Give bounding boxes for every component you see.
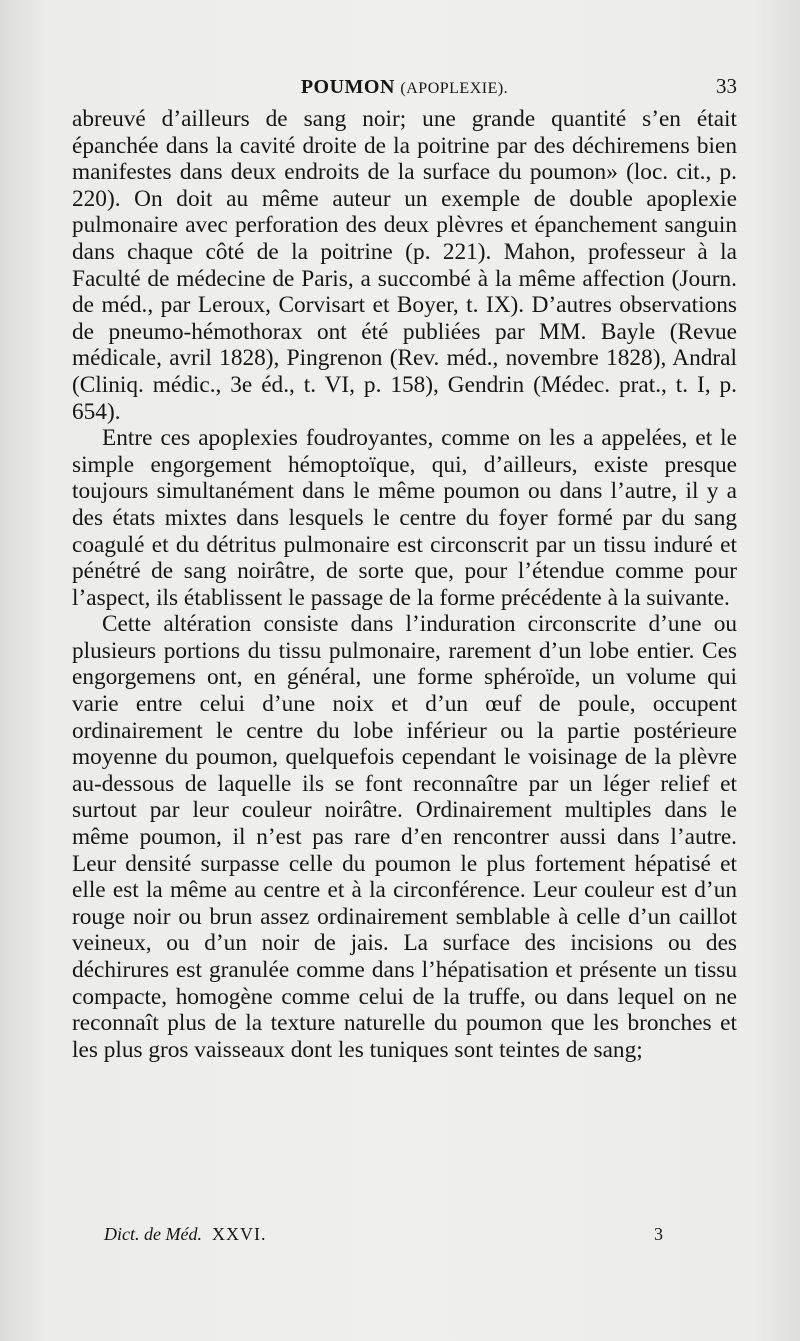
page-footer [72, 1224, 737, 1248]
signature-volume: XXVI. [211, 1224, 267, 1244]
printer-signature [104, 1224, 266, 1245]
running-title [72, 76, 737, 99]
signature-number: 3 [654, 1224, 663, 1244]
page-number: 33 [716, 74, 737, 98]
paragraph-continued: abreuvé d’ailleurs de sang noir; une grande quantité s’en était épanchée dans la cavité droite de la poitrine par des déchiremens bien manifestes dans deux endroits de la surface du poumon» (loc. cit., p. 220). On doit au même auteur un exemple de double apoplexie pulmonaire avec perforation des deux plèvres et épanchement sanguin dans chaque côté de la poitrine (p. 221). Mahon, professeur à la Faculté de médecine de Paris, a succombé à la même affection (Journ. de méd., par Leroux, Corvisart et Boyer, t. IX). D’autres observations de pneumo-hémothorax ont été publiées par MM. Bayle (Revue médicale, avril 1828), Pingrenon (Rev. méd., novembre 1828), Andral (Cliniq. médic., 3e éd., t. VI, p. 158), Gendrin (Médec. prat., t. I, p. 654). [72, 106, 737, 425]
body-text [72, 106, 737, 1063]
paragraph-alteration: Cette altération consiste dans l’induration circonscrite d’une ou plusieurs portions du tissu pulmonaire, rarement d’un lobe entier. Ces engorgemens ont, en général, une forme sphéroïde, un volume qui varie entre celui d’une noix et d’un œuf de poule, occupent ordinairement le centre du lobe inférieur ou la partie postérieure moyenne du poumon, quelquefois cependant le voisinage de la plèvre au-dessous de laquelle ils se font reconnaître par un léger relief et surtout par leur couleur noirâtre. Ordinairement multiples dans le même poumon, il n’est pas rare d’en rencontrer aussi dans l’autre. Leur densité surpasse celle du poumon le plus fortement hépatisé et elle est la même au centre et à la circonférence. Leur couleur est d’un rouge noir ou brun assez ordinairement semblable à celle d’un caillot veineux, ou d’un noir de jais. La surface des incisions ou des déchirures est granulée comme dans l’hépatisation et présente un tissu compacte, homogène comme celui de la truffe, ou dans lequel on ne reconnaît plus de la texture naturelle du poumon que les bronches et les plus gros vaisseaux dont les tuniques sont teintes de sang; [72, 611, 737, 1063]
signature-title: Dict. de Méd. [104, 1224, 202, 1244]
running-title-main: POUMON [300, 76, 395, 98]
paragraph-apoplexies: Entre ces apoplexies foudroyantes, comme on les a appelées, et le simple engorgement hémoptoïque, qui, d’ailleurs, existe presque toujours simultanément dans le même poumon ou dans l’autre, il y a des états mixtes dans lesquels le centre du foyer formé par du sang coagulé et du détritus pulmonaire est circonscrit par un tissu induré et pénétré de sang noirâtre, de sorte que, pour l’étendue comme pour l’aspect, ils établissent le passage de la forme précédente à la suivante. [72, 425, 737, 611]
page-header [72, 72, 737, 104]
running-title-sub: (APOPLEXIE). [400, 80, 509, 97]
